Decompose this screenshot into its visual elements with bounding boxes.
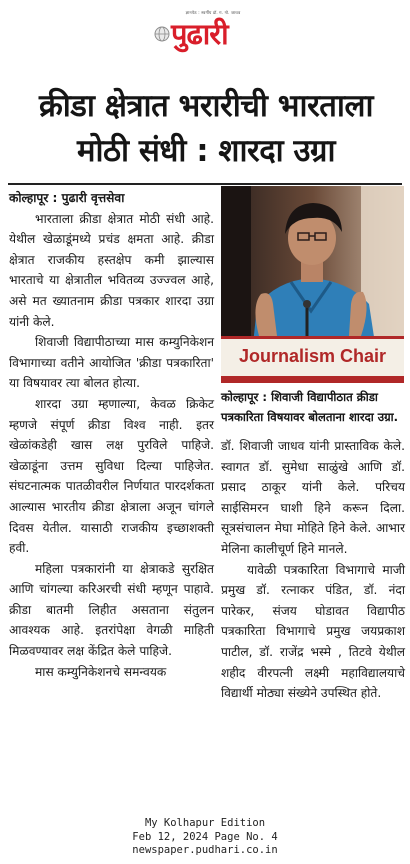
- article-paragraph: महिला पत्रकारांनी या क्षेत्राकडे सुरक्षित आणि चांगल्या करिअरची संधी म्हणून पाहावे. क्रीडा बातमी लिहीत असताना संतुलन आवश्यक आहे. इतरांपेक्षा वेगळी माहिती मिळवण्यावर लक्ष केंद्रित केले पाहिजे.: [9, 561, 214, 659]
- globe-emblem-icon: [154, 26, 170, 42]
- dateline: कोल्हापूर : पुढारी वृत्तसेवा: [9, 191, 125, 205]
- article-paragraph: डॉ. शिवाजी जाधव यांनी प्रास्ताविक केले. स्वागत डॉ. सुमेधा साळुंखे आणि डॉ. प्रसाद ठाकूर यांनी केले. परिचय साईसिमरन घाशी हिने करून दिला. सूत्रसंचालन मेघा मोहिते हिने केले. आभार मेलिना कालीचूर्ण हिने मानले.: [221, 439, 405, 556]
- footer-url[interactable]: newspaper.pudhari.co.in: [132, 844, 278, 856]
- article-paragraph: भारताला क्रीडा क्षेत्रात मोठी संधी आहे. येथील खेळाडूंमध्ये प्रचंड क्षमता आहे. क्रीडा क्षेत्रात राजकीय हस्तक्षेप कमी झाल्यास भारताचे या क्षेत्रातील भवितव्य उज्ज्वल आहे, असे मत ख्यातनाम क्रीडा पत्रकार शारदा उग्रा यांनी केले.: [9, 211, 214, 329]
- article-paragraph: यावेळी पत्रकारिता विभागाचे माजी प्रमुख डॉ. रत्नाकर पंडित, डॉ. नंदा पारेकर, संजय घोडावत विद्यापीठ पत्रकारिता विभागाचे प्रमुख जयप्रकाश पाटील, डॉ. राजेंद्र भस्मे , तिटवे येथील शहीद वीरपत्नी लक्ष्मी महाविद्यालयाचे विद्यार्थी मोठ्या संख्येने उपस्थित होते.: [221, 562, 405, 701]
- article-photo[interactable]: [221, 186, 404, 383]
- article-column-left: [9, 188, 214, 682]
- article-paragraph: मास कम्युनिकेशनचे समन्वयक: [35, 664, 167, 679]
- headline-line-2: मोठी संधी : शारदा उग्रा: [76, 133, 335, 169]
- article-paragraph: शारदा उग्रा म्हणाल्या, केवळ क्रिकेट म्हणजे संपूर्ण क्रीडा विश्व नाही. इतर खेळांकडेही खास लक्ष पुरविले पाहिजे. खेळाडूंना उत्तम सुविधा दिल्या पाहिजेत. संघटनात्मक पातळीवरील निर्णयात पारदर्शकता आल्यास भारतीय क्रीडा क्षेत्राला अजून चांगले दिवस येतील. यासाठी राजकीय इच्छाशक्ती हवी.: [9, 396, 214, 556]
- article-column-right: [221, 436, 405, 704]
- brand-tagline: ज्ञानपेठ : स्वर्गीय डॉ. ग. गो. जाधव: [185, 10, 241, 15]
- page-footer: [0, 817, 410, 858]
- photo-banner-text: Journalism Chair: [238, 346, 387, 366]
- footer-edition: My Kolhapur Edition: [144, 817, 266, 829]
- photo-caption: कोल्हापूर : शिवाजी विद्यापीठात क्रीडा पत्रकारिता विषयावर बोलताना शारदा उग्रा.: [221, 390, 399, 424]
- headline: [8, 84, 404, 174]
- headline-line-1: क्रीडा क्षेत्रात भरारीची भारताला: [38, 88, 374, 124]
- masthead: [0, 6, 410, 58]
- article-paragraph: शिवाजी विद्यापीठाच्या मास कम्युनिकेशन विभागाच्या वतीने आयोजित 'क्रीडा पत्रकारिता' या विषयावर त्या बोलत होत्या.: [9, 335, 214, 391]
- brand-logo: पुढारी: [171, 17, 228, 51]
- brand[interactable]: [153, 10, 257, 56]
- footer-date-page: Feb 12, 2024 Page No. 4: [132, 830, 278, 843]
- headline-divider: [8, 183, 402, 185]
